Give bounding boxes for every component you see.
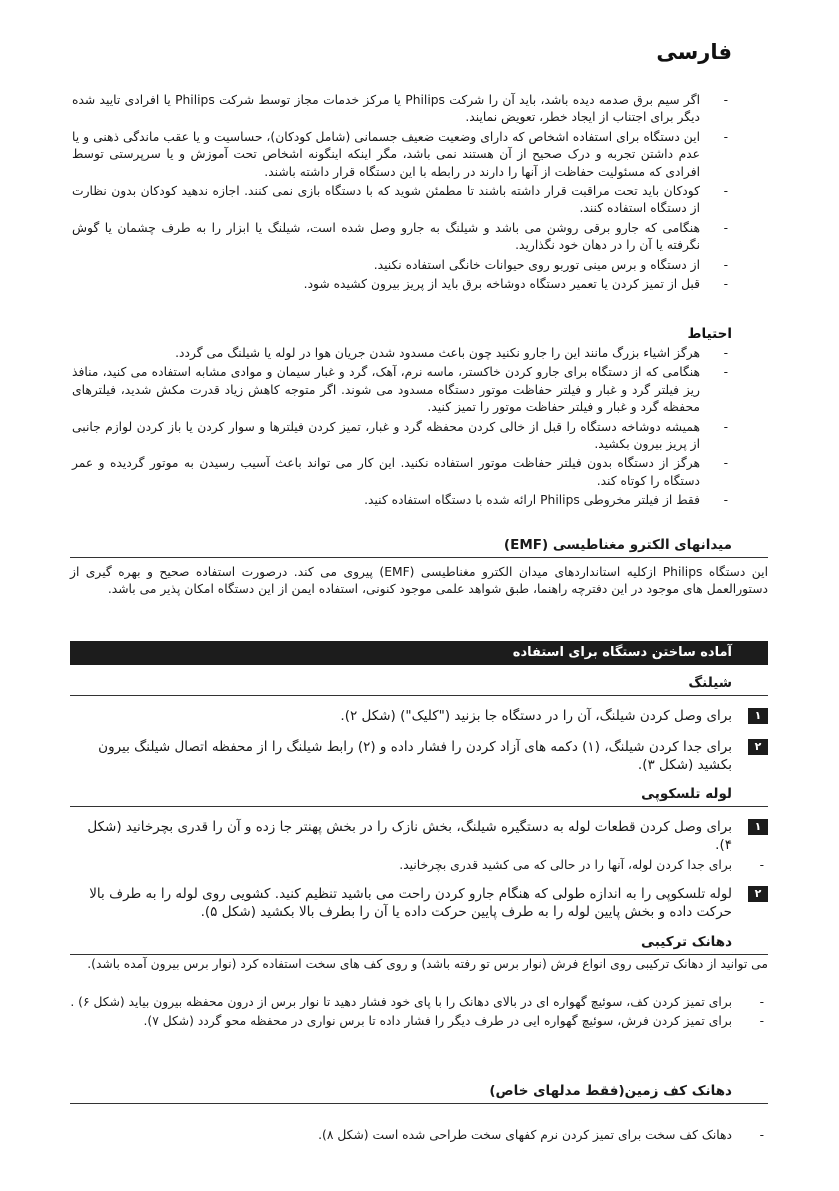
- caution-section: [72, 318, 732, 512]
- caution-list: [72, 345, 732, 510]
- nozzle-text: می توانید از دهانک ترکیبی روی انواع فرش (نوار برس تو رفته باشد) و روی کف های سخت استفاده کرد (نوار برس بیرون آمده باشد).: [87, 957, 768, 971]
- step-number: ۲: [748, 886, 768, 902]
- step-number: ۲: [748, 739, 768, 755]
- floor-nozzle-title: دهانک کف زمین(فقط مدلهای خاص): [70, 1083, 768, 1104]
- list-item: - برای جدا کردن لوله، آنها را در حالی که می کشید قدری بچرخانید.: [70, 857, 768, 874]
- list-item: - هرگز از دستگاه بدون فیلتر حفاظت موتور استفاده نکنید. این کار می تواند باعث آسیب رسیدن به موتور گردیده و عمر دستگاه را کوتاه کند.: [72, 455, 732, 490]
- list-item: - هرگز اشیاء بزرگ مانند این را جارو نکنید چون باعث مسدود شدن جریان هوا در لوله یا شیلنگ می گردد.: [72, 345, 732, 362]
- step-text: برای جدا کردن شیلنگ، (۱) دکمه های آزاد کردن را فشار داده و (۲) رابط شیلنگ را از محفظه اتصال شیلنگ بیرون بکشید (شکل ۳).: [98, 739, 732, 773]
- nozzle-title: دهانک ترکیبی: [70, 934, 768, 955]
- list-item: - همیشه دوشاخه دستگاه را قبل از خالی کردن محفظه گرد و غبار، تمیز کردن فیلترها و سوار کردن یا باز کردن لوازم جانبی از پریز بیرون بکشید.: [72, 419, 732, 454]
- nozzle-notes: [70, 994, 768, 1033]
- step-number: ۱: [748, 708, 768, 724]
- list-item: - فقط از فیلتر مخروطی Philips ارائه شده با دستگاه استفاده کنید.: [72, 492, 732, 509]
- list-item: - هنگامی که جارو برقی روشن می باشد و شیلنگ به جارو وصل شده است، شیلنگ یا ابزار را به طرف چشمان یا گوش نگرفته یا آن را در دهان خود نگذارید.: [72, 220, 732, 255]
- emf-section: [70, 537, 768, 599]
- emf-title: میدانهای الکترو مغناطیسی (EMF): [70, 537, 768, 558]
- warnings-list: [72, 92, 732, 293]
- list-item: - هنگامی که از دستگاه برای جارو کردن خاکستر، ماسه نرم، آهک، گرد و غبار سیمان و موادی مشابه استفاده می کنید، منافذ ریز فیلتر گرد و غبار و فیلتر حفاظت موتور دستگاه مسدود می شوند. اگر متوجه کاهش زیاد قدرت مکش شدید، فیلترهای محفظه گرد و غبار و فیلتر حفاظت موتور را تمیز کنید.: [72, 364, 732, 416]
- list-item: - از دستگاه و برس مینی توربو روی حیوانات خانگی استفاده نکنید.: [72, 257, 732, 274]
- step-number: ۱: [748, 819, 768, 835]
- list-item: - این دستگاه برای استفاده اشخاص که دارای وضعیت ضعیف جسمانی (شامل کودکان)، حساسیت و یا عقب ماندگی ذهنی و یا عدم داشتن تجربه و درک صحیح از آن هستند نمی باشد، مگر اینکه اینگونه اشخاص تحت آموزش و یا سرپرستی توسط افرادی که مسئولیت حفاظت از آنها را دارند در رابطه با این دستگاه قرار داشته باشند.: [72, 129, 732, 181]
- language-title: فارسی: [656, 40, 732, 64]
- hose-step-1: [70, 707, 768, 725]
- step-text: لوله تلسکوپی را به اندازه طولی که هنگام جارو کردن راحت می باشید تنظیم کنید. کشویی روی لوله را به طرف بالا حرکت داده و بخش پایین لوله را به طرف پایین حرکت داده یا آن را بطرف بالا بکشید (شکل ۵).: [89, 886, 732, 920]
- list-item: - اگر سیم برق صدمه دیده باشد، باید آن را شرکت Philips یا مرکز خدمات مجاز توسط شرکت Philips یا افرادی تایید شده دیگر برای اجتناب از ایجاد خطر، تعویض نمایند.: [72, 92, 732, 127]
- floor-nozzle-notes: [70, 1127, 768, 1146]
- caution-title: احتیاط: [687, 326, 732, 342]
- tube-note: [70, 857, 768, 876]
- hose-title: شیلنگ: [70, 675, 768, 696]
- section-bar-preparing: آماده ساختن دستگاه برای استفاده: [70, 641, 768, 665]
- tube-step-1: [70, 818, 768, 854]
- list-item: - برای تمیز کردن فرش، سوئیچ گهواره ایی در طرف دیگر را فشار داده تا برس نواری در محفظه محو گردد (شکل ۷).: [70, 1013, 768, 1030]
- list-item: - قبل از تمیز کردن یا تعمیر دستگاه دوشاخه برق باید از پریز بیرون کشیده شود.: [72, 276, 732, 293]
- step-text: برای وصل کردن قطعات لوله به دستگیره شیلنگ، بخش نازک را در بخش پهنتر جا زده و آن را قدری بچرخانید (شکل ۴).: [87, 819, 732, 853]
- hose-step-2: [70, 738, 768, 774]
- emf-text: این دستگاه Philips ازکلیه استانداردهای میدان الکترو مغناطیسی (EMF) پیروی می کند. درصورت استفاده صحیح و بهره گیری از دستورالعمل های موجود در این دفترچه راهنما، طبق شواهد علمی موجود کنونی، استفاده ایمن از این دستگاه امکان پذیر می باشد.: [70, 565, 768, 597]
- list-item: - برای تمیز کردن کف، سوئیچ گهواره ای در بالای دهانک را با پای خود فشار دهید تا نوار برس از درون محفظه بیرون بیاید (شکل ۶) .: [70, 994, 768, 1011]
- step-text: برای وصل کردن شیلنگ، آن را در دستگاه جا بزنید ("کلیک") (شکل ۲).: [340, 708, 732, 724]
- tube-step-2: [70, 885, 768, 921]
- list-item: - کودکان باید تحت مراقبت قرار داشته باشند تا مطمئن شوید که با دستگاه بازی نمی کنند. اجازه ندهید کودکان بدون نظارت از دستگاه استفاده کنند.: [72, 183, 732, 218]
- list-item: - دهانک کف سخت برای تمیز کردن نرم کفهای سخت طراحی شده است (شکل ۸).: [70, 1127, 768, 1144]
- tube-title: لوله تلسکوپی: [70, 786, 768, 807]
- warnings-section: [72, 92, 732, 295]
